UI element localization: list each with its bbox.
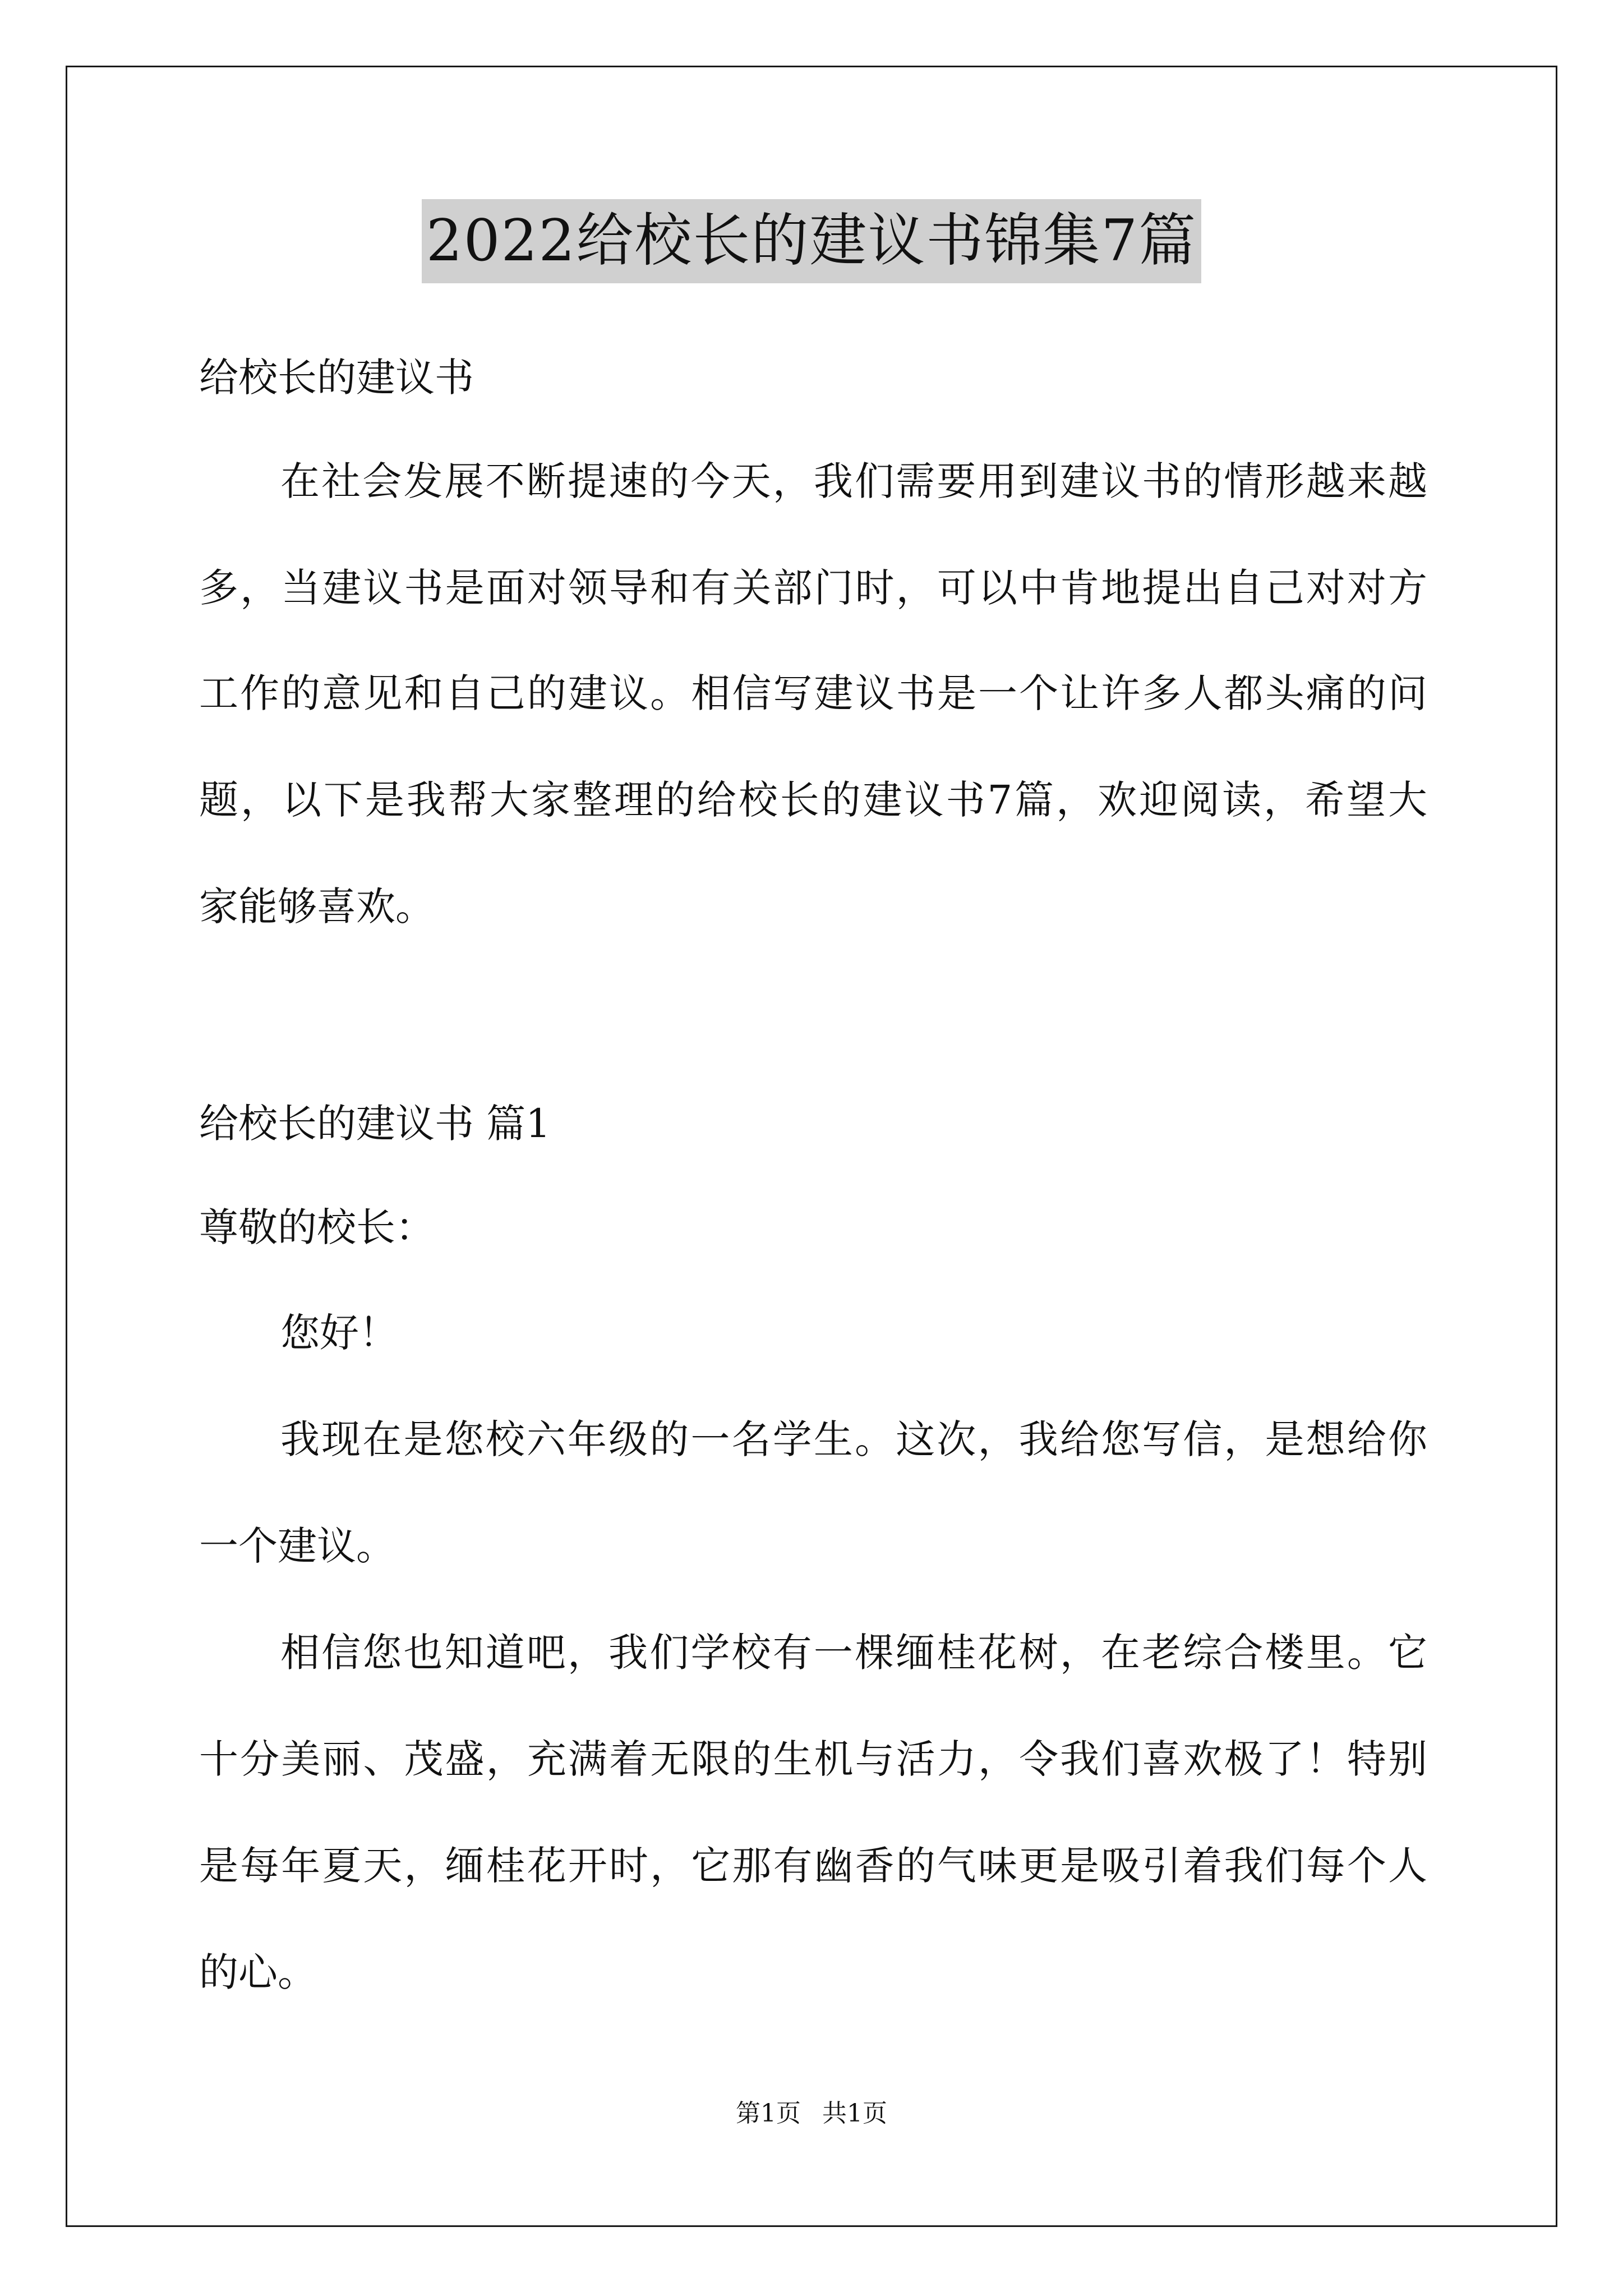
greeting: 您好！	[280, 1310, 398, 1356]
paragraph-line: 题，以下是我帮大家整理的给校长的建议书7篇，欢迎阅读，希望大	[199, 777, 1427, 823]
paragraph-line: 的心。	[199, 1949, 317, 1995]
paragraph-line: 一个建议。	[199, 1523, 395, 1569]
page-total: 共1页	[822, 2099, 887, 2128]
section-heading: 给校长的建议书	[199, 355, 474, 401]
paragraph-line: 工作的意见和自己的建议。相信写建议书是一个让许多人都头痛的问	[199, 670, 1427, 716]
page-footer	[0, 2097, 1623, 2131]
paragraph-line: 多，当建议书是面对领导和有关部门时，可以中肯地提出自己对对方	[199, 565, 1427, 611]
paragraph-line: 在社会发展不断提速的今天，我们需要用到建议书的情形越来越	[280, 458, 1427, 504]
paragraph-line: 相信您也知道吧，我们学校有一棵缅桂花树，在老综合楼里。它	[280, 1630, 1427, 1676]
paragraph-line: 是每年夏天，缅桂花开时，它那有幽香的气味更是吸引着我们每个人	[199, 1843, 1427, 1889]
section-heading: 给校长的建议书 篇1	[199, 1101, 551, 1147]
paragraph-line: 我现在是您校六年级的一名学生。这次，我给您写信，是想给你	[280, 1416, 1427, 1462]
page-number: 第1页	[736, 2099, 801, 2128]
document-title: 2022给校长的建议书锦集7篇	[422, 199, 1201, 283]
title-container	[0, 199, 1623, 283]
salutation: 尊敬的校长：	[199, 1204, 435, 1250]
paragraph-line: 十分美丽、茂盛，充满着无限的生机与活力，令我们喜欢极了！特别	[199, 1736, 1427, 1782]
paragraph-line: 家能够喜欢。	[199, 884, 435, 930]
